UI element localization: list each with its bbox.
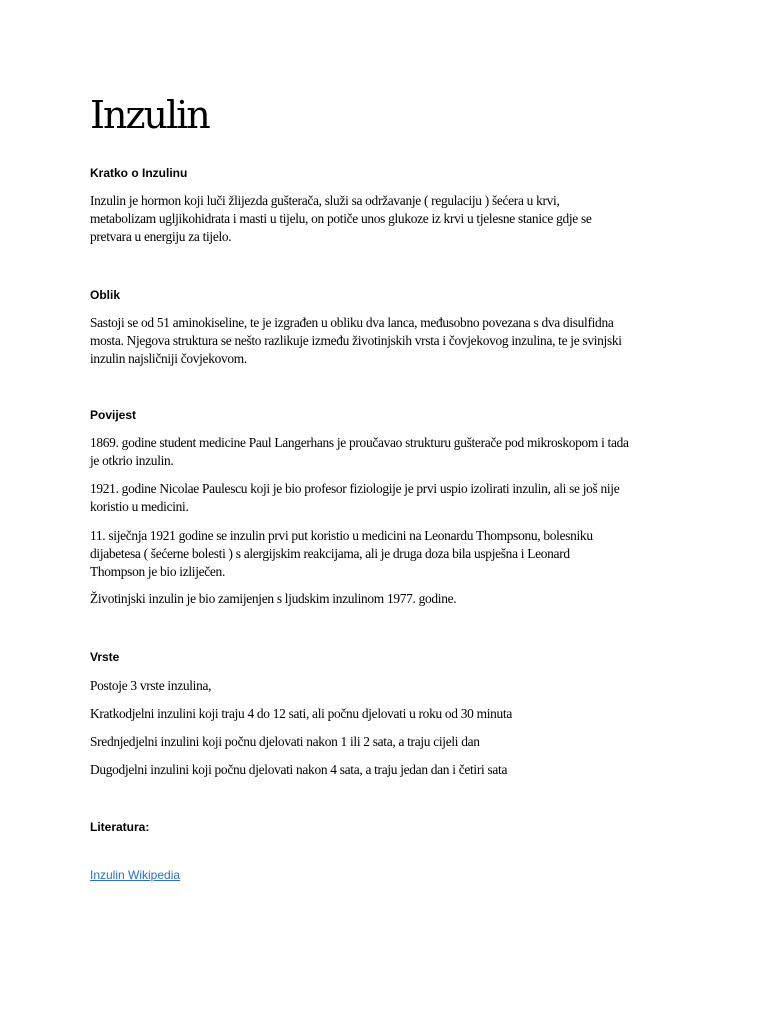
section-heading-vrste: Vrste [90,650,120,664]
text-line: pretvara u energiju za tijelo. [90,229,232,244]
text-line: metabolizam ugljikohidrata i masti u tijelu, on potiče unos glukoze iz krvi u tjelesne stanice gdje se [90,211,592,226]
text-line: 11. siječnja 1921 godine se inzulin prvi put koristio u medicini na Leonardu Thompsonu, bolesniku [90,528,593,543]
text-line: koristio u medicini. [90,499,189,514]
text-line: dijabetesa ( šećerne bolesti ) s alergijskim reakcijama, ali je druga doza bila uspješna i Leonard [90,546,570,561]
text-line: Kratkodjelni inzulini koji traju 4 do 12 sati, ali počnu djelovati u roku od 30 minuta [90,706,512,721]
paragraph-vrste-1 [90,677,690,695]
text-line: Sastoji se od 51 aminokiseline, te je izgrađen u obliku dva lanca, međusobno povezana s dva disulfidna [90,315,614,330]
text-line: Srednjedjelni inzulini koji počnu djelovati nakon 1 ili 2 sata, a traju cijeli dan [90,734,480,749]
text-line: mosta. Njegova struktura se nešto razlikuje između životinjskih vrsta i čovjekovog inzulina, te je svinjski [90,333,622,348]
text-line: Dugodjelni inzulini koji počnu djelovati nakon 4 sata, a traju jedan dan i četiri sata [90,762,508,777]
text-line: 1921. godine Nicolae Paulescu koji je bio profesor fiziologije je prvi uspio izolirati inzulin, ali se još nije [90,481,620,496]
paragraph-vrste-4 [90,761,690,779]
paragraph-vrste-2 [90,705,690,723]
paragraph-kratko [90,192,690,246]
text-line: inzulin najsličniji čovjekovom. [90,351,247,366]
section-heading-povijest: Povijest [90,408,137,422]
paragraph-povijest-3 [90,527,690,581]
text-line: Životinjski inzulin je bio zamijenjen s ljudskim inzulinom 1977. godine. [90,591,457,606]
document-title: Inzulin [90,93,209,137]
paragraph-povijest-1 [90,434,690,470]
section-heading-literatura: Literatura: [90,820,150,834]
paragraph-povijest-2 [90,480,690,516]
text-line: Thompson je bio izliječen. [90,564,225,579]
paragraph-vrste-3 [90,733,690,751]
wikipedia-link[interactable]: Inzulin Wikipedia [90,868,181,882]
section-heading-kratko: Kratko o Inzulinu [90,166,188,180]
paragraph-oblik [90,314,690,368]
paragraph-povijest-4 [90,590,690,608]
text-line: Inzulin je hormon koji luči žlijezda gušterača, služi sa održavanje ( regulaciju ) šećera u krvi, [90,193,560,208]
text-line: 1869. godine student medicine Paul Langerhans je proučavao strukturu gušterače pod mikroskopom i tada [90,435,629,450]
section-heading-oblik: Oblik [90,288,121,302]
text-line: je otkrio inzulin. [90,453,174,468]
text-line: Postoje 3 vrste inzulina, [90,678,212,693]
